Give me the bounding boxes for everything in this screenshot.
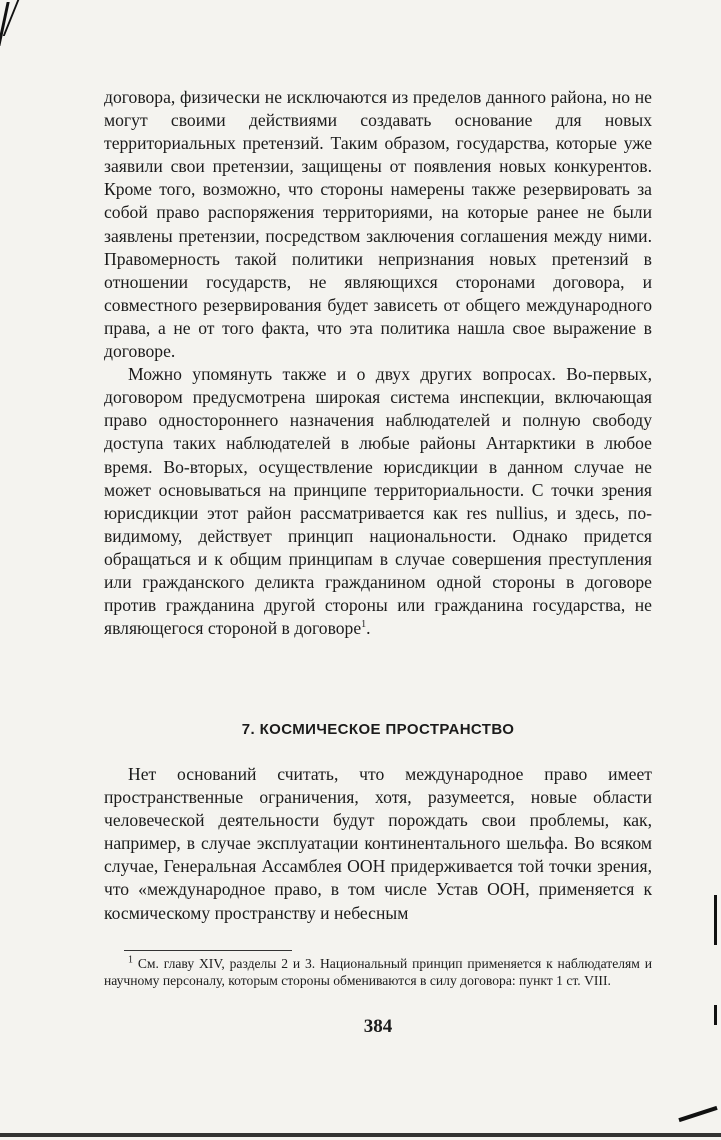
paragraph-2-text: Можно упомянуть также и о двух других вопросах. Во-первых, договором предусмотрена широкая система инспекции, включающая право одностороннего назначения наблюдателей и полную свободу доступа таких наблюдателей в любые районы Антарктики в любое время. Во-вторых, осуществление юрисдикции в данном случае не может основываться на принципе территориальности. С точки зрения юрисдикции этот район рассматривается как res nullius, и здесь, по-видимому, действует принцип национальности. Однако придется обращаться и к общим принципам в случае совершения преступления или гражданского деликта гражданином одной стороны в договоре против гражданина другой стороны или гражданина государства, не являющегося стороной в договоре xyxy=(104,364,652,639)
footnote-marker: 1 xyxy=(128,954,133,966)
paragraph-2: Можно упомянуть также и о двух других вопросах. Во-первых, договором предусмотрена широкая система инспекции, включающая право одностороннего назначения наблюдателей и полную свободу доступа таких наблюдателей в любые районы Антарктики в любое время. Во-вторых, осуществление юрисдикции в данном случае не может основываться на принципе территориальности. С точки зрения юрисдикции этот район рассматривается как res nullius, и здесь, по-видимому, действует принцип национальности. Однако придется обращаться и к общим принципам в случае совершения преступления или гражданского деликта гражданином одной стороны в договоре против гражданина другой стороны или гражданина государства, не являющегося стороной в договоре$^1$. xyxy=(104,364,652,639)
footnote-text: См. главу XIV, разделы 2 и 3. Национальный принцип применяется к наблюдателям и научному персоналу, которым стороны обмениваются в силу договора: пункт 1 ст. VIII. xyxy=(104,956,652,988)
scan-mark-bottom xyxy=(0,1133,721,1137)
footnote-divider xyxy=(124,950,292,951)
scan-mark-bottom-right xyxy=(678,1106,717,1122)
scan-mark-right-edge xyxy=(714,895,717,945)
paragraph-1: договора, физически не исключаются из пределов данного района, но не могут своими действиями создавать основание для новых территориальных претензий. Таким образом, государства, которые уже заявили свои претензии, защищены от появления новых конкурентов. Кроме того, возможно, что стороны намерены также резервировать за собой право распоряжения территориями, на которые ранее не были заявлены претензии, посредством заключения соглашения между ними. Правомерность такой политики непризнания новых претензий в отношении государств, не являющихся сторонами договора, и совместного резервирования будет зависеть от общего международного права, а не от того факта, что эта политика нашла свое выражение в договоре. xyxy=(104,87,652,362)
scan-mark-right-edge-2 xyxy=(714,1005,717,1025)
main-text-upper xyxy=(104,86,652,640)
paragraph-3: Нет оснований считать, что международное право имеет пространственные ограничения, хотя, разумеется, новые области человеческой деятельности будут порождать свои проблемы, как, например, в случае эксплуатации континентального шельфа. Во всяком случае, Генеральная Ассамблея ООН придерживается той точки зрения, что «международное право, в том числе Устав ООН, применяется к космическому пространству и небесным xyxy=(104,764,652,923)
main-text-lower xyxy=(104,763,652,925)
footnote-reference: 1 xyxy=(361,619,367,631)
page-number: 384 xyxy=(363,1016,393,1037)
section-heading: 7. КОСМИЧЕСКОЕ ПРОСТРАНСТВО xyxy=(241,721,515,738)
footnote xyxy=(104,956,652,989)
